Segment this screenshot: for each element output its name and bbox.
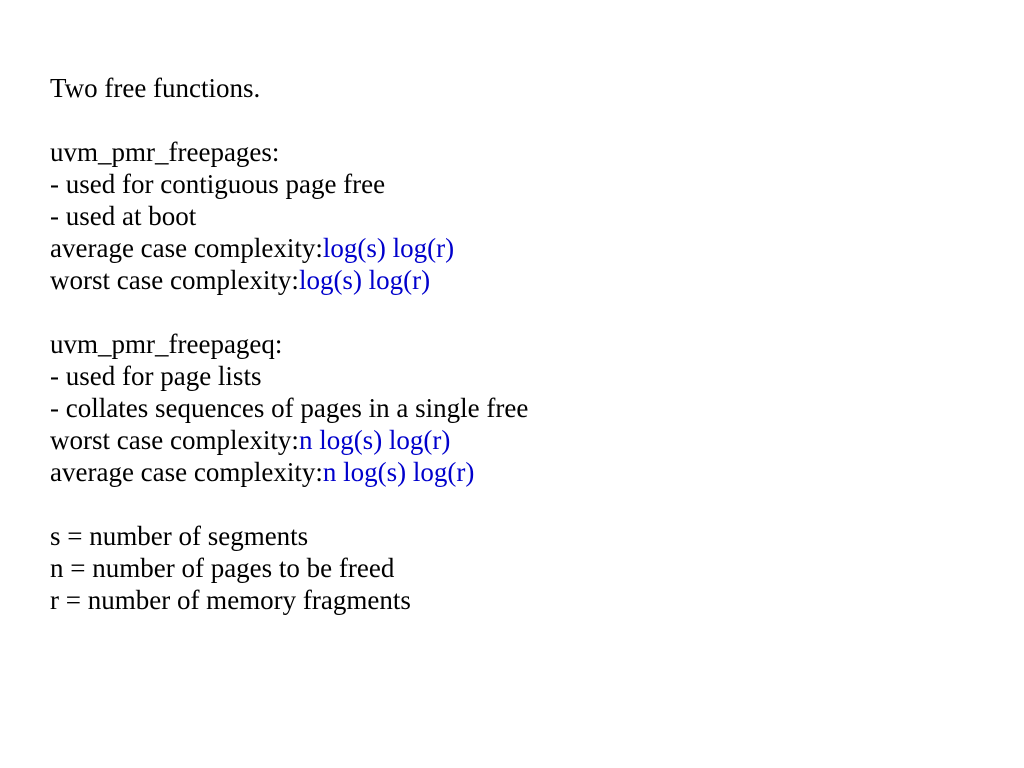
legend-item: r = number of memory fragments	[50, 585, 411, 615]
section-bullet: - used at boot	[50, 201, 197, 231]
legend-item: s = number of segments	[50, 521, 309, 551]
section-bullet: - used for contiguous page free	[50, 169, 386, 199]
complexity-value: n log(s) log(r)	[322, 457, 475, 487]
section-freepageq	[50, 328, 974, 488]
slide-title-block	[50, 72, 974, 104]
complexity-line	[50, 424, 974, 456]
complexity-label: worst case complexity:	[50, 425, 299, 455]
legend-block	[50, 520, 974, 616]
section-freepages	[50, 136, 974, 296]
complexity-line	[50, 232, 974, 264]
section-heading: uvm_pmr_freepages:	[50, 137, 280, 167]
complexity-label: worst case complexity:	[50, 265, 299, 295]
complexity-label: average case complexity:	[50, 233, 323, 263]
complexity-line	[50, 456, 974, 488]
legend-item: n = number of pages to be freed	[50, 553, 395, 583]
complexity-value: n log(s) log(r)	[298, 425, 451, 455]
complexity-value: log(s) log(r)	[322, 233, 455, 263]
slide-title: Two free functions.	[50, 73, 261, 103]
complexity-label: average case complexity:	[50, 457, 323, 487]
complexity-line	[50, 264, 974, 296]
section-heading: uvm_pmr_freepageq:	[50, 329, 283, 359]
spacer-2	[50, 296, 974, 328]
section-bullet: - collates sequences of pages in a single free	[50, 393, 529, 423]
section-bullet: - used for page lists	[50, 361, 262, 391]
spacer-3	[50, 488, 974, 520]
complexity-value: log(s) log(r)	[298, 265, 431, 295]
spacer-1	[50, 104, 974, 136]
